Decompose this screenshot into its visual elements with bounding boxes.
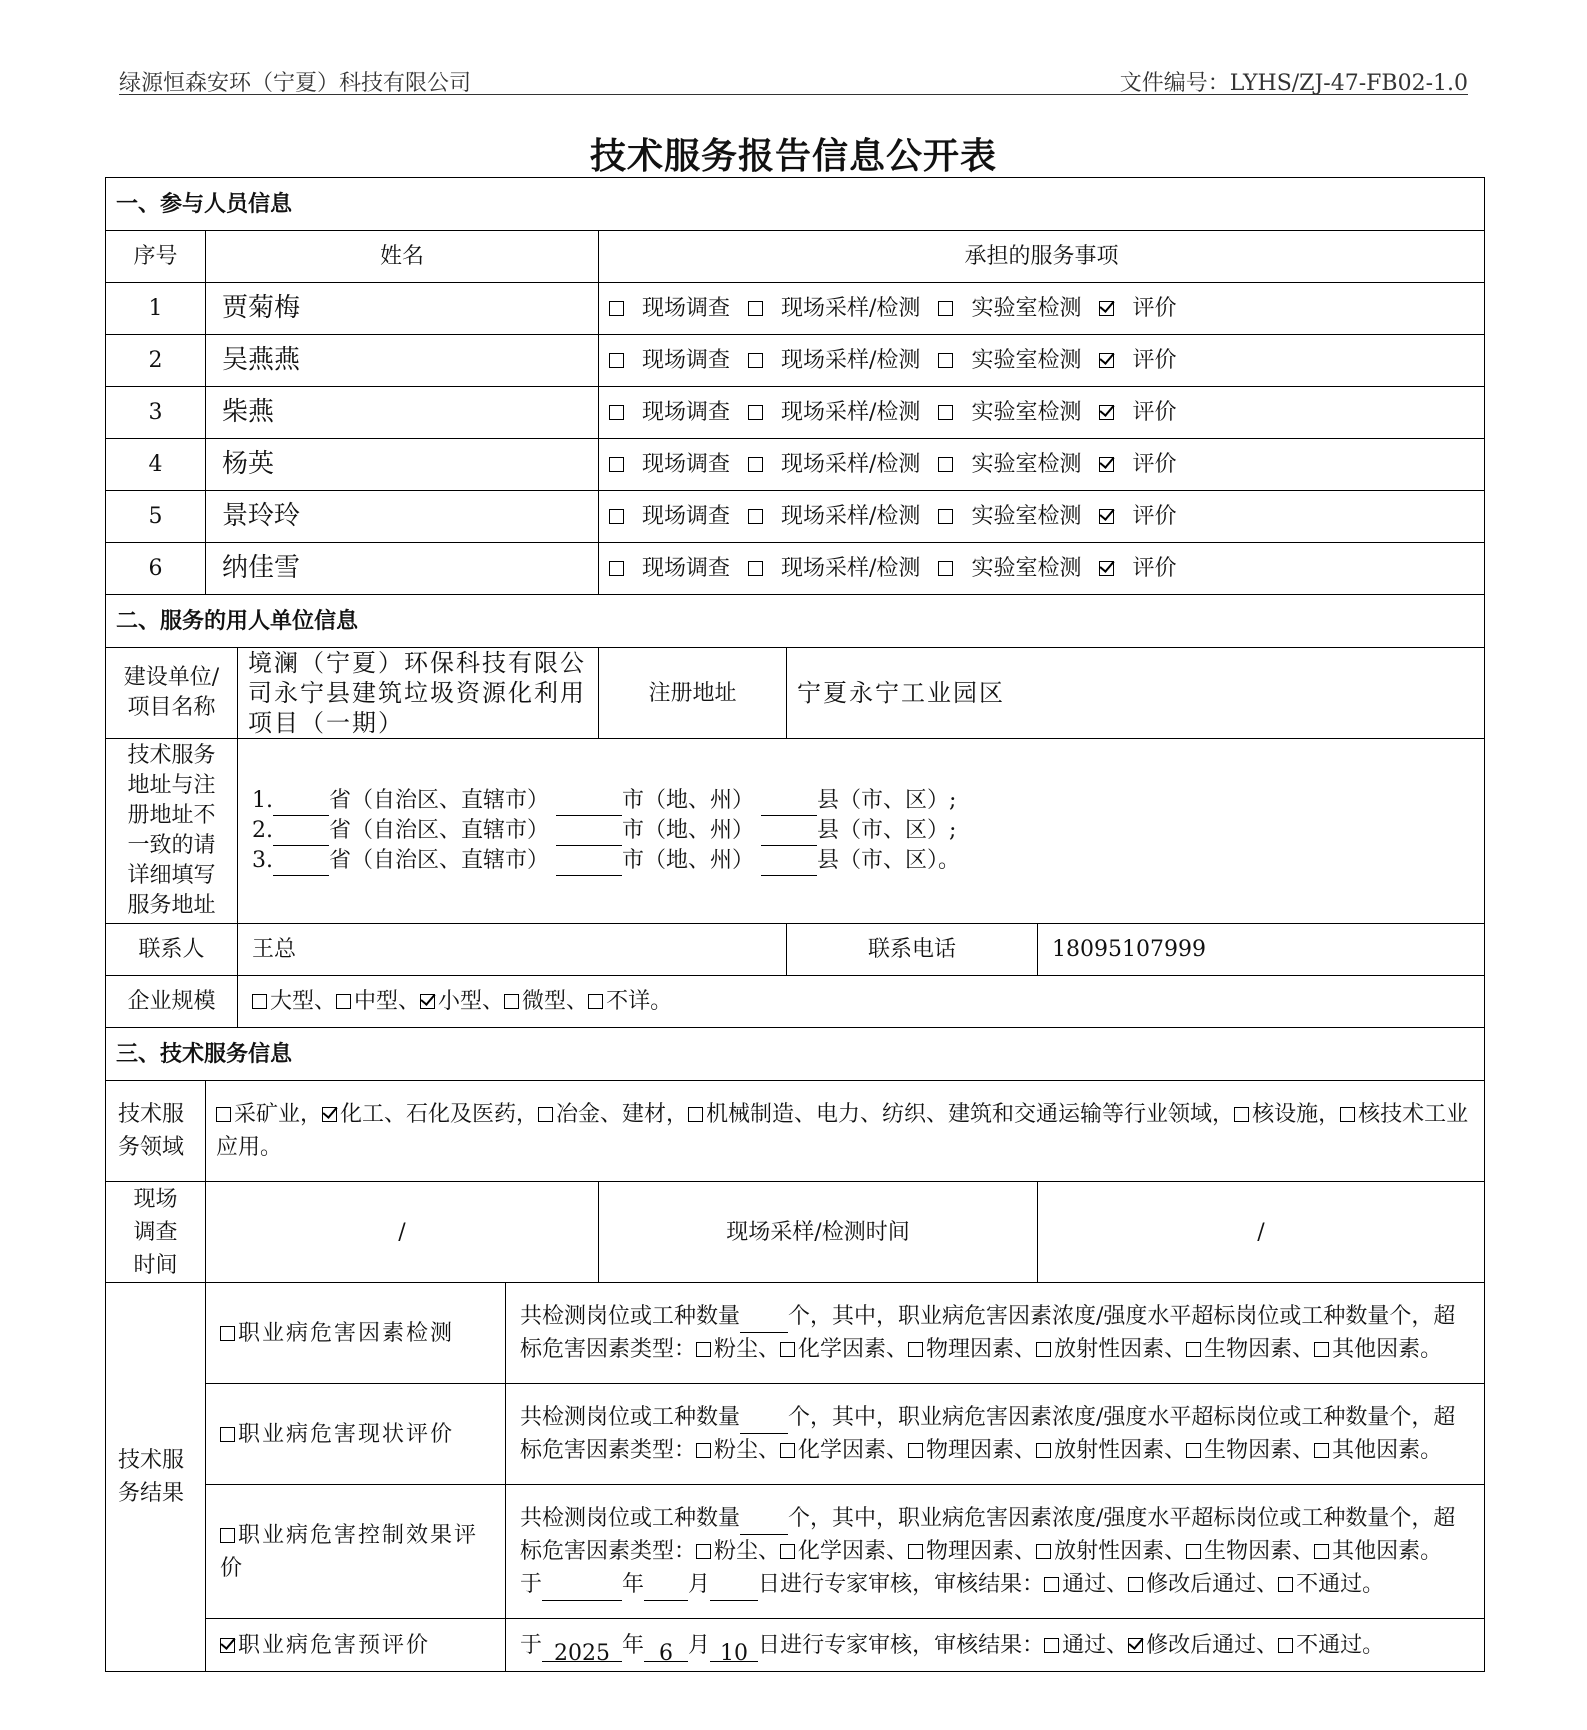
province-blank[interactable]: [273, 851, 329, 876]
task-option: [1099, 504, 1176, 529]
task-option: [1099, 296, 1176, 321]
person-tasks: [599, 335, 1485, 387]
hazard-checkbox[interactable]: [1186, 1342, 1201, 1357]
task-label: 实验室检测: [971, 296, 1082, 321]
scale-option-label: 大型、: [270, 989, 337, 1014]
field-checkbox[interactable]: [322, 1107, 337, 1122]
task-checkbox[interactable]: [609, 509, 624, 524]
review-year-value[interactable]: 2025: [542, 1637, 622, 1662]
person-no: 4: [106, 439, 206, 491]
task-checkbox[interactable]: [1099, 509, 1114, 524]
task-option: [1099, 556, 1176, 581]
task-checkbox[interactable]: [938, 457, 953, 472]
person-row: [106, 439, 1485, 491]
hazard-label: 物理因素、: [926, 1337, 1037, 1362]
task-label: 实验室检测: [971, 400, 1082, 425]
hazard-label: 粉尘、: [714, 1337, 781, 1362]
sampling-time-value: /: [1038, 1182, 1485, 1283]
review-day-value[interactable]: [710, 1576, 758, 1601]
task-checkbox[interactable]: [1099, 405, 1114, 420]
result-type: [206, 1384, 506, 1485]
hazard-label: 生物因素、: [1204, 1539, 1315, 1564]
task-option: [748, 452, 920, 477]
hazard-checkbox[interactable]: [780, 1443, 795, 1458]
person-no: 2: [106, 335, 206, 387]
task-label: 现场采样/检测: [781, 400, 921, 425]
task-checkbox[interactable]: [938, 353, 953, 368]
scale-option-label: 微型、: [522, 989, 589, 1014]
review-checkbox[interactable]: [1044, 1638, 1059, 1653]
field-checkbox[interactable]: [1234, 1107, 1249, 1122]
task-checkbox[interactable]: [748, 405, 763, 420]
review-line: 于 年 月 日进行专家审核，审核结果： 通过、 修改后通过、 不通过。: [520, 1568, 1474, 1601]
field-option-label: 核设施，: [1252, 1102, 1341, 1127]
task-checkbox[interactable]: [938, 405, 953, 420]
task-label: 评价: [1132, 452, 1177, 477]
task-checkbox[interactable]: [938, 509, 953, 524]
col-header-no: 序号: [106, 231, 206, 283]
task-label: 实验室检测: [971, 452, 1082, 477]
result-checkbox[interactable]: [220, 1427, 235, 1442]
task-checkbox[interactable]: [938, 561, 953, 576]
hazard-checkbox[interactable]: [1036, 1443, 1051, 1458]
review-option-label: 修改后通过、: [1146, 1632, 1279, 1658]
task-option: [938, 504, 1081, 529]
hazard-label: 放射性因素、: [1054, 1337, 1187, 1362]
task-option: [938, 348, 1081, 373]
hazard-checkbox[interactable]: [696, 1544, 711, 1559]
hazard-label: 生物因素、: [1204, 1438, 1315, 1463]
scale-label: 企业规模: [106, 976, 238, 1028]
field-option-label: 核技术工业应用。: [216, 1102, 1469, 1160]
task-label: 评价: [1132, 348, 1177, 373]
field-checkbox[interactable]: [538, 1107, 553, 1122]
review-checkbox[interactable]: [1278, 1577, 1293, 1592]
person-name: 吴燕燕: [206, 335, 599, 387]
field-option-label: 机械制造、电力、纺织、建筑和交通运输等行业领域，: [706, 1102, 1235, 1127]
task-label: 现场调查: [642, 452, 731, 477]
person-tasks: [599, 439, 1485, 491]
address-line: 2. 省（自治区、直辖市） 市（地、州） 县（市、区）;: [252, 816, 1474, 846]
contact-value: 王总: [238, 924, 787, 976]
result-checkbox[interactable]: [220, 1528, 235, 1543]
survey-time-value: /: [206, 1182, 599, 1283]
person-name: 柴燕: [206, 387, 599, 439]
task-option: [1099, 400, 1176, 425]
task-option: [938, 400, 1081, 425]
hazard-label: 化学因素、: [798, 1438, 909, 1463]
task-checkbox[interactable]: [748, 301, 763, 316]
review-option-label: 修改后通过、: [1146, 1572, 1279, 1597]
person-no: 5: [106, 491, 206, 543]
result-type-label: 职业病危害因素检测: [238, 1320, 455, 1346]
result-type-label: 职业病危害控制效果评价: [220, 1522, 479, 1581]
hazard-checkbox[interactable]: [1036, 1544, 1051, 1559]
result-type: [206, 1283, 506, 1384]
task-label: 评价: [1132, 400, 1177, 425]
task-label: 评价: [1132, 556, 1177, 581]
task-label: 现场调查: [642, 348, 731, 373]
task-checkbox[interactable]: [1099, 301, 1114, 316]
task-label: 现场采样/检测: [781, 348, 921, 373]
hazard-checkbox[interactable]: [780, 1342, 795, 1357]
person-name: 纳佳雪: [206, 543, 599, 595]
review-line: 于 2025 年 6 月 10 日进行专家审核，审核结果： 通过、 修改后通过、 不通过。: [520, 1632, 1385, 1666]
task-option: [1099, 348, 1176, 373]
task-label: 实验室检测: [971, 556, 1082, 581]
task-option: [938, 452, 1081, 477]
page-header: [119, 64, 1468, 95]
sampling-time-label: 现场采样/检测时间: [599, 1182, 1038, 1283]
county-blank[interactable]: [761, 851, 817, 876]
unit-value: 境澜（宁夏）环保科技有限公司永宁县建筑垃圾资源化利用项目（一期）: [238, 648, 599, 739]
person-row: [106, 543, 1485, 595]
hazard-checkbox[interactable]: [780, 1544, 795, 1559]
hazard-label: 化学因素、: [798, 1539, 909, 1564]
page-title: 技术服务报告信息公开表: [589, 135, 997, 177]
survey-time-label: 现场调查时间: [106, 1182, 206, 1283]
city-blank[interactable]: [556, 791, 622, 816]
service-address-label: 技术服务地址与注册地址不一致的请详细填写服务地址: [106, 739, 238, 924]
task-checkbox[interactable]: [748, 457, 763, 472]
field-checkbox[interactable]: [216, 1107, 231, 1122]
task-option: [748, 400, 920, 425]
scale-checkbox[interactable]: [504, 994, 519, 1009]
person-row: [106, 283, 1485, 335]
task-option: [609, 556, 730, 581]
scale-option-label: 不详。: [606, 989, 673, 1014]
address-line: 3. 省（自治区、直辖市） 市（地、州） 县（市、区）。: [252, 846, 1474, 876]
review-checkbox[interactable]: [1128, 1638, 1143, 1653]
task-checkbox[interactable]: [748, 561, 763, 576]
task-option: [938, 556, 1081, 581]
section-3-title: 三、技术服务信息: [106, 1028, 1485, 1081]
hazard-label: 生物因素、: [1204, 1337, 1315, 1362]
result-detail: [506, 1619, 1485, 1672]
field-checkbox[interactable]: [1340, 1107, 1355, 1122]
city-blank[interactable]: [556, 851, 622, 876]
person-name: 景玲玲: [206, 491, 599, 543]
task-label: 现场采样/检测: [781, 556, 921, 581]
hazard-label: 粉尘、: [714, 1438, 781, 1463]
review-option-label: 通过、: [1062, 1632, 1129, 1658]
result-type-label: 职业病危害预评价: [238, 1632, 431, 1658]
task-label: 现场调查: [642, 556, 731, 581]
scale-option-label: 小型、: [438, 989, 505, 1014]
hazard-label: 化学因素、: [798, 1337, 909, 1362]
hazard-label: 其他因素。: [1332, 1539, 1443, 1564]
county-blank[interactable]: [761, 821, 817, 846]
hazard-checkbox[interactable]: [696, 1342, 711, 1357]
task-checkbox[interactable]: [938, 301, 953, 316]
person-name: 贾菊梅: [206, 283, 599, 335]
address-line: 1. 省（自治区、直辖市） 市（地、州） 县（市、区）;: [252, 786, 1474, 816]
review-checkbox[interactable]: [1128, 1577, 1143, 1592]
task-option: [748, 504, 920, 529]
reg-address-label: 注册地址: [599, 648, 787, 739]
review-option-label: 不通过。: [1296, 1632, 1385, 1658]
hazard-checkbox[interactable]: [908, 1544, 923, 1559]
field-label: 技术服务领域: [106, 1081, 206, 1182]
review-month-value[interactable]: 6: [644, 1637, 688, 1662]
person-row: [106, 491, 1485, 543]
document-number: 文件编号：LYHS/ZJ-47-FB02-1.0: [1119, 71, 1468, 96]
review-checkbox[interactable]: [1044, 1577, 1059, 1592]
task-label: 现场采样/检测: [781, 504, 921, 529]
hazard-checkbox[interactable]: [1186, 1544, 1201, 1559]
task-option: [938, 296, 1081, 321]
hazard-label: 物理因素、: [926, 1539, 1037, 1564]
task-option: [1099, 452, 1176, 477]
hazard-checkbox[interactable]: [1036, 1342, 1051, 1357]
field-options: [206, 1081, 1485, 1182]
task-label: 实验室检测: [971, 504, 1082, 529]
task-checkbox[interactable]: [1099, 353, 1114, 368]
result-detail: 共检测岗位或工种数量 个，其中，职业病危害因素浓度/强度水平超标岗位或工种数量个，超标危害因素类型： 粉尘、 化学因素、 物理因素、 放射性因素、 生物因素、 其他因素。: [506, 1283, 1485, 1384]
person-no: 1: [106, 283, 206, 335]
review-checkbox[interactable]: [1278, 1638, 1293, 1653]
field-checkbox[interactable]: [688, 1107, 703, 1122]
person-tasks: [599, 387, 1485, 439]
task-checkbox[interactable]: [609, 405, 624, 420]
scale-checkbox[interactable]: [588, 994, 603, 1009]
count-blank[interactable]: [740, 1409, 788, 1434]
task-label: 现场调查: [642, 296, 731, 321]
task-label: 现场采样/检测: [781, 452, 921, 477]
contact-label: 联系人: [106, 924, 238, 976]
province-blank[interactable]: [273, 791, 329, 816]
company-name: 绿源恒森安环（宁夏）科技有限公司: [119, 71, 472, 96]
reg-address-value: 宁夏永宁工业园区: [787, 648, 1485, 739]
task-label: 实验室检测: [971, 348, 1082, 373]
disclosure-table: [105, 177, 1485, 1672]
person-row: [106, 387, 1485, 439]
task-option: [609, 296, 730, 321]
hazard-label: 放射性因素、: [1054, 1438, 1187, 1463]
result-detail: 共检测岗位或工种数量 个，其中，职业病危害因素浓度/强度水平超标岗位或工种数量个，超标危害因素类型： 粉尘、 化学因素、 物理因素、 放射性因素、 生物因素、 其他因素。 于 年 月 日进行专家审核，审核结果： 通过、 修改后通过、 不通过。: [506, 1485, 1485, 1619]
hazard-checkbox[interactable]: [908, 1342, 923, 1357]
person-no: 3: [106, 387, 206, 439]
task-label: 现场调查: [642, 400, 731, 425]
count-blank[interactable]: [740, 1510, 788, 1535]
review-year-value[interactable]: [542, 1576, 622, 1601]
hazard-label: 物理因素、: [926, 1438, 1037, 1463]
hazard-label: 其他因素。: [1332, 1337, 1443, 1362]
result-type-label: 职业病危害现状评价: [238, 1421, 455, 1447]
review-month-value[interactable]: [644, 1576, 688, 1601]
result-checkbox[interactable]: [220, 1638, 235, 1653]
service-address-lines: [238, 739, 1485, 924]
hazard-checkbox[interactable]: [1186, 1443, 1201, 1458]
task-option: [609, 504, 730, 529]
county-blank[interactable]: [761, 791, 817, 816]
task-label: 评价: [1132, 504, 1177, 529]
province-blank[interactable]: [273, 821, 329, 846]
section-2-title: 二、服务的用人单位信息: [106, 595, 1485, 648]
result-checkbox[interactable]: [220, 1326, 235, 1341]
task-label: 评价: [1132, 296, 1177, 321]
unit-label: 建设单位/项目名称: [106, 648, 238, 739]
person-tasks: [599, 543, 1485, 595]
task-checkbox[interactable]: [1099, 457, 1114, 472]
count-blank[interactable]: [740, 1308, 788, 1333]
hazard-label: 其他因素。: [1332, 1438, 1443, 1463]
city-blank[interactable]: [556, 821, 622, 846]
review-day-value[interactable]: 10: [710, 1637, 758, 1662]
hazard-checkbox[interactable]: [1314, 1342, 1329, 1357]
task-checkbox[interactable]: [748, 353, 763, 368]
task-checkbox[interactable]: [609, 301, 624, 316]
task-option: [748, 296, 920, 321]
scale-options: [238, 976, 1485, 1028]
phone-label: 联系电话: [787, 924, 1038, 976]
result-type: [206, 1485, 506, 1619]
review-option-label: 不通过。: [1296, 1572, 1385, 1597]
task-checkbox[interactable]: [609, 353, 624, 368]
scale-checkbox[interactable]: [252, 994, 267, 1009]
task-checkbox[interactable]: [609, 561, 624, 576]
scale-option-label: 中型、: [354, 989, 421, 1014]
task-option: [748, 556, 920, 581]
task-checkbox[interactable]: [1099, 561, 1114, 576]
result-detail: 共检测岗位或工种数量 个，其中，职业病危害因素浓度/强度水平超标岗位或工种数量个，超标危害因素类型： 粉尘、 化学因素、 物理因素、 放射性因素、 生物因素、 其他因素。: [506, 1384, 1485, 1485]
scale-checkbox[interactable]: [336, 994, 351, 1009]
section-1-title: 一、参与人员信息: [106, 178, 1485, 231]
person-tasks: [599, 491, 1485, 543]
person-row: [106, 335, 1485, 387]
task-checkbox[interactable]: [748, 509, 763, 524]
hazard-label: 粉尘、: [714, 1539, 781, 1564]
task-option: [609, 400, 730, 425]
hazard-checkbox[interactable]: [696, 1443, 711, 1458]
hazard-label: 放射性因素、: [1054, 1539, 1187, 1564]
col-header-tasks: 承担的服务事项: [599, 231, 1485, 283]
person-name: 杨英: [206, 439, 599, 491]
field-option-label: 采矿业，: [234, 1102, 323, 1127]
field-option-label: 冶金、建材，: [556, 1102, 689, 1127]
task-option: [609, 348, 730, 373]
result-type: [206, 1619, 506, 1672]
task-label: 现场调查: [642, 504, 731, 529]
task-option: [609, 452, 730, 477]
result-label: 技术服务结果: [106, 1283, 206, 1672]
hazard-checkbox[interactable]: [908, 1443, 923, 1458]
field-option-label: 化工、石化及医药，: [340, 1102, 539, 1127]
task-label: 现场采样/检测: [781, 296, 921, 321]
col-header-name: 姓名: [206, 231, 599, 283]
task-checkbox[interactable]: [609, 457, 624, 472]
person-tasks: [599, 283, 1485, 335]
scale-checkbox[interactable]: [420, 994, 435, 1009]
hazard-checkbox[interactable]: [1314, 1443, 1329, 1458]
hazard-checkbox[interactable]: [1314, 1544, 1329, 1559]
task-option: [748, 348, 920, 373]
review-option-label: 通过、: [1062, 1572, 1129, 1597]
phone-value: 18095107999: [1038, 924, 1485, 976]
person-no: 6: [106, 543, 206, 595]
